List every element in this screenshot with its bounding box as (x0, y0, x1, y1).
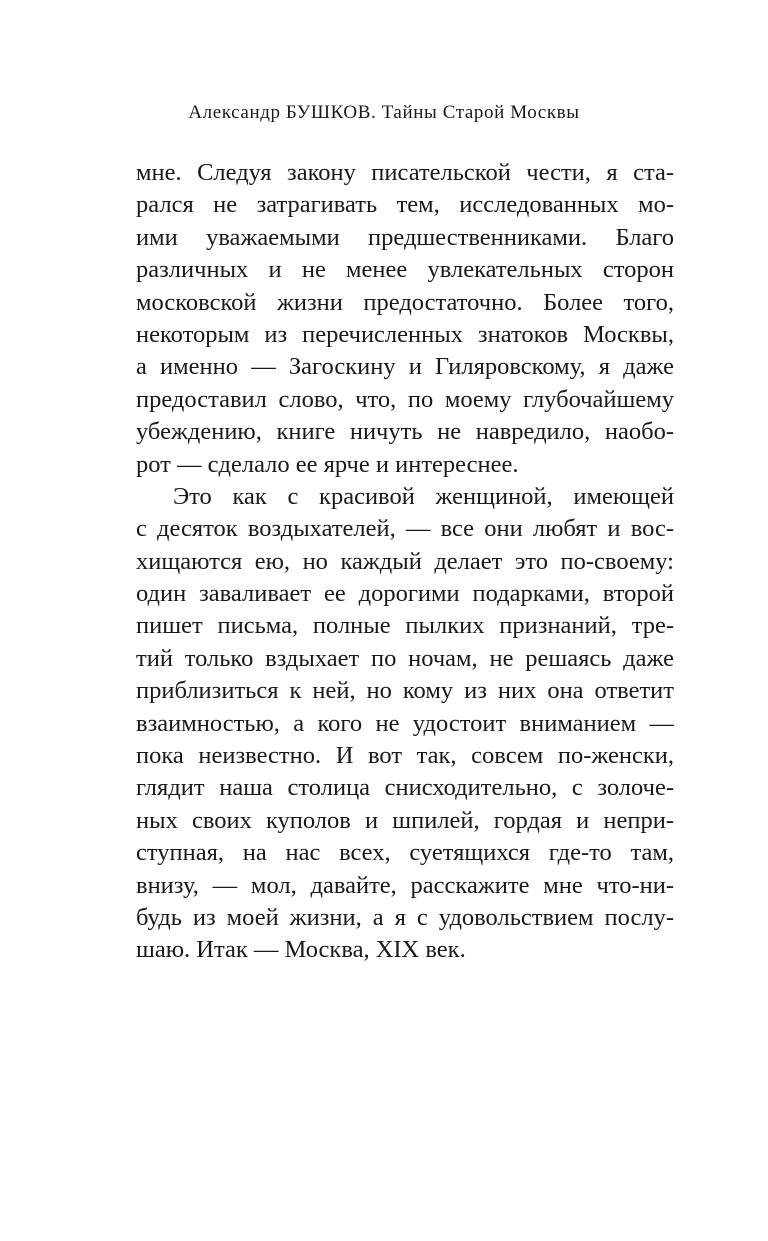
text-line: один заваливает ее дорогими подарками, второй (136, 580, 674, 608)
text-line: шаю. Итак — Москва, XIX век. (136, 936, 466, 964)
text-line: различных и не менее увлекательных сторон (136, 256, 674, 284)
text-line: ных своих куполов и шпилей, гордая и непри- (136, 806, 674, 834)
paragraph-2 (136, 481, 674, 967)
text-line: тий только вздыхает по ночам, не решаясь даже (136, 644, 674, 672)
text-line: рот — сделало ее ярче и интереснее. (136, 450, 519, 478)
text-line: а именно — Загоскину и Гиляровскому, я даже (136, 353, 674, 381)
text-line: хищаются ею, но каждый делает это по-своему: (136, 547, 674, 575)
text-line: внизу, — мол, давайте, расскажите мне что-ни- (136, 871, 674, 899)
text-line: приблизиться к ней, но кому из них она ответит (136, 677, 674, 705)
text-line: ступная, на нас всех, суетящихся где-то там, (136, 839, 674, 867)
text-line: ими уважаемыми предшественниками. Благо (136, 223, 674, 251)
text-line: глядит наша столица снисходительно, с золоче- (136, 774, 674, 802)
text-line: пока неизвестно. И вот так, совсем по-женски, (136, 742, 674, 770)
text-line: будь из моей жизни, а я с удовольствием послу- (136, 903, 674, 931)
paragraph-1 (136, 157, 674, 481)
text-line: взаимностью, а кого не удостоит вниманием — (136, 709, 674, 737)
running-header: Александр БУШКОВ. Тайны Старой Москвы (188, 102, 580, 123)
text-line: московской жизни предостаточно. Более того, (136, 288, 674, 316)
text-line: пишет письма, полные пылких признаний, тре- (136, 612, 674, 640)
text-line: убеждению, книге ничуть не навредило, наобо- (136, 418, 674, 446)
text-line: мне. Следуя закону писательской чести, я ста- (136, 159, 674, 186)
text-line: с десяток воздыхателей, — все они любят и вос- (136, 515, 674, 543)
text-line: Это как с красивой женщиной, имеющей (173, 482, 674, 510)
text-line: некоторым из перечисленных знатоков Москвы, (136, 320, 674, 348)
text-line: предоставил слово, что, по моему глубочайшему (136, 385, 674, 413)
text-line: рался не затрагивать тем, исследованных мо- (136, 191, 674, 219)
body-text (136, 157, 674, 967)
